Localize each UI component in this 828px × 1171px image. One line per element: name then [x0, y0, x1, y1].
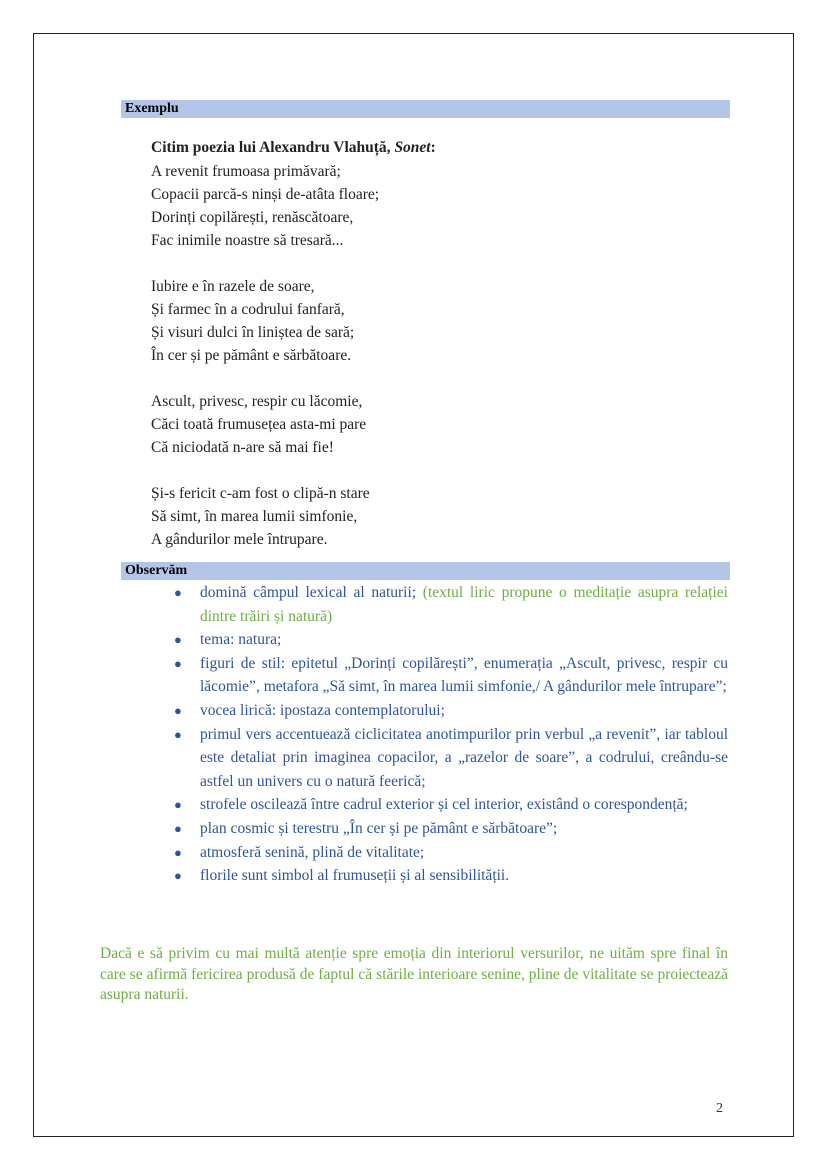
- stanza-gap: [151, 367, 711, 390]
- conclusion-paragraph: Dacă e să privim cu mai multă atenție spre emoția din interiorul versurilor, ne uităm spre final în care se afirmă fericirea produsă de faptul că stările interioare senine, pline de vitalitate se proiectează asupra naturii.: [100, 945, 728, 1003]
- list-item: [174, 817, 728, 841]
- bullet-icon: ●: [174, 702, 182, 718]
- list-item: [174, 581, 728, 628]
- observation-text: primul vers accentuează ciclicitatea anotimpurilor prin verbul „a revenit”, iar tabloul este detaliat prin imaginea copacilor, a „razelor de soare”, a codrului, creându-se astfel un univers cu o natură feerică;: [200, 725, 728, 790]
- observation-text: plan cosmic și terestru „În cer și pe pământ e sărbătoare”;: [200, 819, 558, 837]
- observation-text: strofele oscilează între cadrul exterior și cel interior, existând o corespondență;: [200, 796, 688, 814]
- bullet-icon: ●: [174, 632, 182, 648]
- observation-text: florile sunt simbol al frumuseții și al sensibilității.: [200, 867, 510, 885]
- poem-verse: Fac inimile noastre să tresară...: [151, 232, 344, 249]
- poem-verse: În cer și pe pământ e sărbătoare.: [151, 347, 352, 364]
- poem-intro: [151, 136, 711, 160]
- observation-text: vocea lirică: ipostaza contemplatorului;: [200, 701, 445, 719]
- poem-verse: Și-s fericit c-am fost o clipă-n stare: [151, 485, 370, 502]
- bullet-icon: ●: [174, 726, 182, 742]
- poem-verse: Iubire e în razele de soare,: [151, 278, 315, 295]
- observation-text: atmosferă senină, plină de vitalitate;: [200, 843, 425, 861]
- poem-verse: Căci toată frumusețea asta-mi pare: [151, 416, 367, 433]
- poem-intro-colon: :: [430, 139, 436, 156]
- bullet-icon: ●: [174, 585, 182, 600]
- poem-verse: Să simt, în marea lumii simfonie,: [151, 508, 358, 525]
- observation-note: (textul liric propune o meditație asupra relației dintre trăiri și natură): [200, 584, 728, 625]
- poem-intro-text: Citim poezia lui Alexandru Vlahuță,: [151, 139, 395, 156]
- observam-heading: Observăm: [121, 562, 730, 580]
- stanza-gap: [151, 459, 711, 482]
- poem-verse: Ascult, privesc, respir cu lăcomie,: [151, 393, 363, 410]
- bullet-icon: ●: [174, 844, 182, 860]
- poem-verse: Copacii parcă-s ninși de-atâta floare;: [151, 186, 380, 203]
- poem-title: Sonet: [394, 139, 431, 156]
- list-item: [174, 793, 728, 817]
- list-item: [174, 841, 728, 865]
- stanza-gap: [151, 252, 711, 275]
- list-item: [174, 864, 728, 888]
- list-item: [174, 652, 728, 699]
- list-item: [174, 723, 728, 794]
- poem-verse: Dorinți copilărești, renăscătoare,: [151, 209, 354, 226]
- poem-verse: Și visuri dulci în liniștea de sară;: [151, 324, 355, 341]
- bullet-icon: ●: [174, 820, 182, 836]
- bullet-icon: ●: [174, 797, 182, 813]
- poem-verse: Și farmec în a codrului fanfară,: [151, 301, 345, 318]
- observations-list: [174, 581, 728, 888]
- bullet-icon: ●: [174, 655, 182, 671]
- poem-verse: A gândurilor mele întrupare.: [151, 531, 328, 548]
- page-number: 2: [716, 1101, 723, 1116]
- poem-verse: Că niciodată n-are să mai fie!: [151, 439, 334, 456]
- poem-verse: A revenit frumoasa primăvară;: [151, 163, 341, 180]
- poem-block: [151, 136, 711, 551]
- observation-text: figuri de stil: epitetul „Dorinți copilărești”, enumerația „Ascult, privesc, respir cu lăcomie”, metafora „Să simt, în marea lumii simfonie,/ A gândurilor mele întrupare”;: [200, 654, 728, 696]
- list-item: [174, 628, 728, 652]
- bullet-icon: ●: [174, 868, 182, 884]
- observation-text: tema: natura;: [200, 631, 282, 649]
- observation-text: domină câmpul lexical al naturii;: [200, 584, 423, 601]
- list-item: [174, 699, 728, 723]
- exemplu-heading: Exemplu: [121, 100, 730, 118]
